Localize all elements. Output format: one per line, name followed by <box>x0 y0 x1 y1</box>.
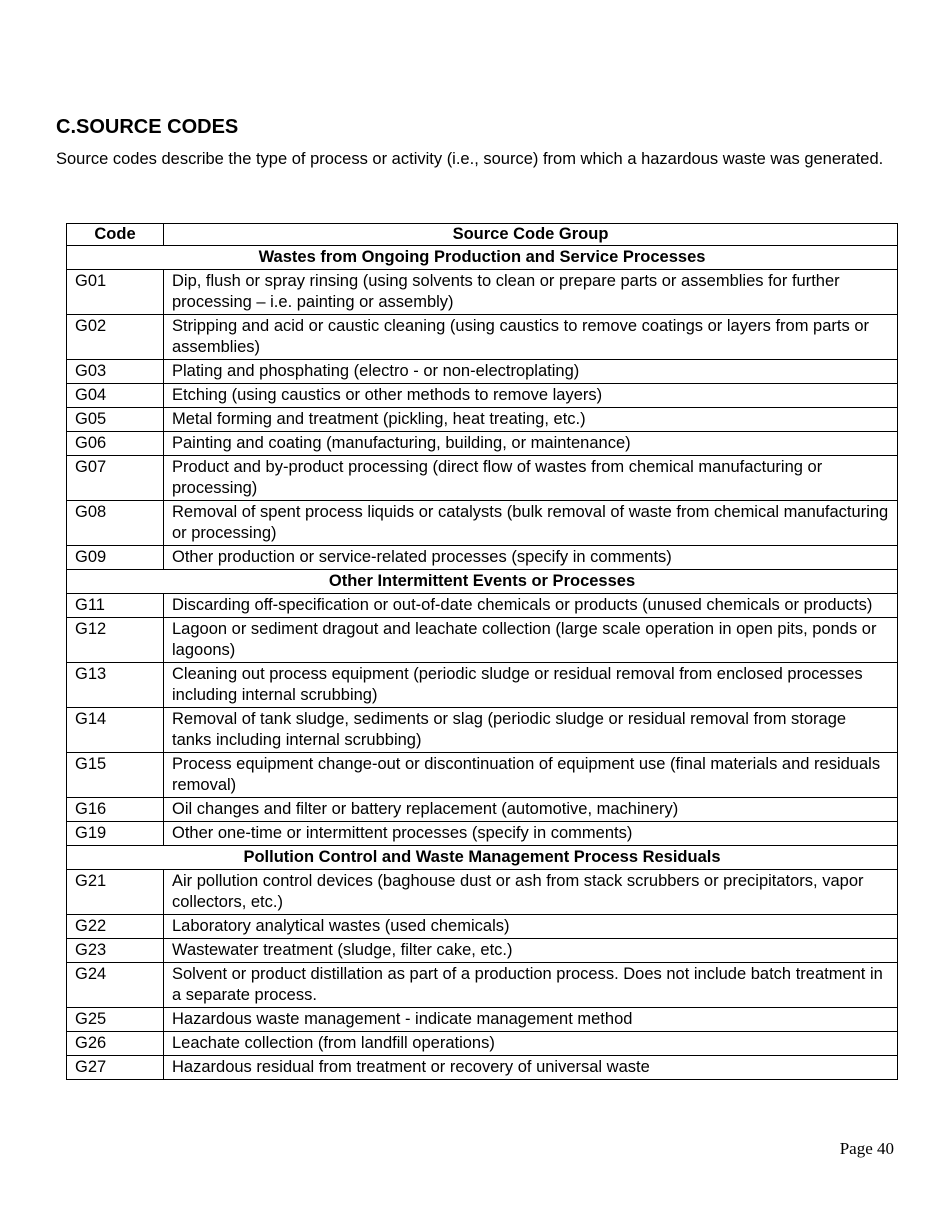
code-cell: G15 <box>67 753 164 798</box>
code-cell: G05 <box>67 408 164 432</box>
description-cell: Metal forming and treatment (pickling, heat treating, etc.) <box>164 408 898 432</box>
code-cell: G06 <box>67 432 164 456</box>
table-row <box>67 939 898 963</box>
table-row <box>67 963 898 1008</box>
table-row <box>67 870 898 915</box>
code-cell: G11 <box>67 594 164 618</box>
description-cell: Process equipment change-out or discontinuation of equipment use (final materials and residuals removal) <box>164 753 898 798</box>
code-cell: G09 <box>67 546 164 570</box>
description-cell: Removal of tank sludge, sediments or slag (periodic sludge or residual removal from storage tanks including internal scrubbing) <box>164 708 898 753</box>
table-row <box>67 432 898 456</box>
description-cell: Product and by-product processing (direct flow of wastes from chemical manufacturing or processing) <box>164 456 898 501</box>
description-cell: Solvent or product distillation as part of a production process. Does not include batch treatment in a separate process. <box>164 963 898 1008</box>
description-cell: Other production or service-related processes (specify in comments) <box>164 546 898 570</box>
table-row <box>67 822 898 846</box>
table-row <box>67 798 898 822</box>
table-header-row <box>67 224 898 246</box>
table-row <box>67 546 898 570</box>
description-cell: Air pollution control devices (baghouse dust or ash from stack scrubbers or precipitators, vapor collectors, etc.) <box>164 870 898 915</box>
code-cell: G27 <box>67 1056 164 1080</box>
table-row <box>67 618 898 663</box>
table-row <box>67 1008 898 1032</box>
table-row <box>67 270 898 315</box>
table-row <box>67 915 898 939</box>
description-cell: Hazardous waste management - indicate management method <box>164 1008 898 1032</box>
header-code: Code <box>67 224 164 246</box>
table-row <box>67 594 898 618</box>
code-cell: G14 <box>67 708 164 753</box>
intro-paragraph: Source codes describe the type of process or activity (i.e., source) from which a hazardous waste was generated. <box>56 150 884 168</box>
description-cell: Discarding off-specification or out-of-date chemicals or products (unused chemicals or products) <box>164 594 898 618</box>
table-row <box>67 384 898 408</box>
code-cell: G07 <box>67 456 164 501</box>
section-title: Pollution Control and Waste Management Process Residuals <box>67 846 898 870</box>
description-cell: Painting and coating (manufacturing, building, or maintenance) <box>164 432 898 456</box>
code-cell: G26 <box>67 1032 164 1056</box>
code-cell: G13 <box>67 663 164 708</box>
source-codes-table <box>66 223 898 1080</box>
header-group: Source Code Group <box>164 224 898 246</box>
description-cell: Leachate collection (from landfill operations) <box>164 1032 898 1056</box>
section-title: Other Intermittent Events or Processes <box>67 570 898 594</box>
table-row <box>67 1056 898 1080</box>
code-cell: G08 <box>67 501 164 546</box>
table-row <box>67 663 898 708</box>
table-row <box>67 753 898 798</box>
code-cell: G12 <box>67 618 164 663</box>
table-row <box>67 360 898 384</box>
code-cell: G03 <box>67 360 164 384</box>
code-cell: G04 <box>67 384 164 408</box>
description-cell: Oil changes and filter or battery replacement (automotive, machinery) <box>164 798 898 822</box>
description-cell: Removal of spent process liquids or catalysts (bulk removal of waste from chemical manufacturing or processing) <box>164 501 898 546</box>
table-row <box>67 456 898 501</box>
table-row <box>67 408 898 432</box>
description-cell: Stripping and acid or caustic cleaning (using caustics to remove coatings or layers from parts or assemblies) <box>164 315 898 360</box>
section-row <box>67 570 898 594</box>
code-cell: G16 <box>67 798 164 822</box>
section-row <box>67 846 898 870</box>
description-cell: Other one-time or intermittent processes (specify in comments) <box>164 822 898 846</box>
table-row <box>67 315 898 360</box>
code-cell: G19 <box>67 822 164 846</box>
description-cell: Lagoon or sediment dragout and leachate collection (large scale operation in open pits, ponds or lagoons) <box>164 618 898 663</box>
code-cell: G21 <box>67 870 164 915</box>
code-cell: G25 <box>67 1008 164 1032</box>
page-number: Page 40 <box>839 1139 894 1158</box>
section-row <box>67 246 898 270</box>
description-cell: Wastewater treatment (sludge, filter cake, etc.) <box>164 939 898 963</box>
code-cell: G23 <box>67 939 164 963</box>
code-cell: G24 <box>67 963 164 1008</box>
code-cell: G22 <box>67 915 164 939</box>
section-heading: C.SOURCE CODES <box>56 116 239 138</box>
section-title: Wastes from Ongoing Production and Service Processes <box>67 246 898 270</box>
description-cell: Laboratory analytical wastes (used chemicals) <box>164 915 898 939</box>
description-cell: Plating and phosphating (electro - or non-electroplating) <box>164 360 898 384</box>
table-row <box>67 708 898 753</box>
table-body <box>67 246 898 1080</box>
table-row <box>67 501 898 546</box>
description-cell: Etching (using caustics or other methods to remove layers) <box>164 384 898 408</box>
table-row <box>67 1032 898 1056</box>
description-cell: Dip, flush or spray rinsing (using solvents to clean or prepare parts or assemblies for further processing – i.e. painting or assembly) <box>164 270 898 315</box>
code-cell: G02 <box>67 315 164 360</box>
code-cell: G01 <box>67 270 164 315</box>
description-cell: Cleaning out process equipment (periodic sludge or residual removal from enclosed processes including internal scrubbing) <box>164 663 898 708</box>
description-cell: Hazardous residual from treatment or recovery of universal waste <box>164 1056 898 1080</box>
